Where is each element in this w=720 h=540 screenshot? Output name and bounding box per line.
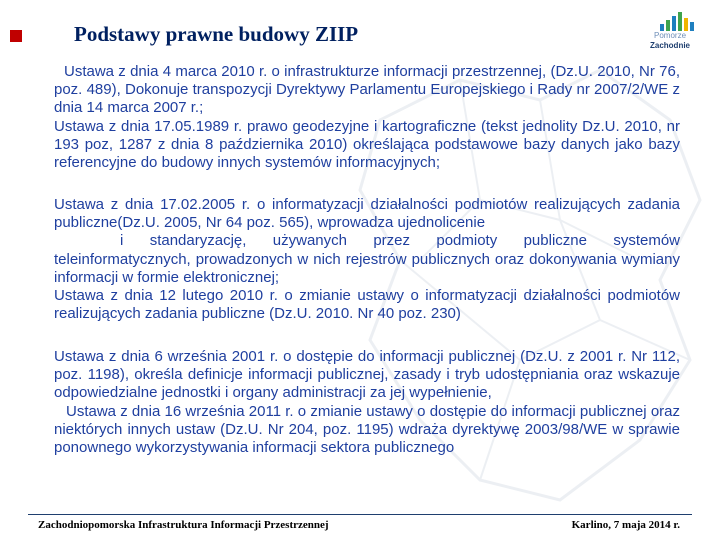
slide-title: Podstawy prawne budowy ZIIP	[74, 22, 359, 46]
law-paragraph: Ustawa z dnia 17.02.2005 r. o informatyzacji działalności podmiotów realizujących zadania publiczne(Dz.U. 2005, Nr 64 poz. 565), wprowadza ujednolicenie	[54, 196, 680, 232]
paragraph-group-1	[54, 63, 680, 172]
law-paragraph: i standaryzację, używanych przez podmioty publiczne systemów teleinformatycznych, prowadzonych w nich rejestrów publicznych oraz dokonywania wymiany informacji w formie elektronicznej;	[54, 232, 680, 286]
logo-text-line1: Pomorze	[654, 31, 687, 40]
law-paragraph: Ustawa z dnia 12 lutego 2010 r. o zmianie ustawy o informatyzacji działalności podmiotów realizujących zadania publiczne (Dz.U. 2010. Nr 40 poz. 230)	[54, 287, 680, 323]
title-bullet	[10, 30, 22, 42]
footer-divider	[28, 514, 692, 515]
logo-text-line2: Zachodnie	[650, 41, 691, 50]
footer-date: Karlino, 7 maja 2014 r.	[571, 519, 680, 531]
pomorze-zachodnie-logo	[646, 10, 712, 56]
logo-bars-icon	[658, 10, 698, 32]
law-paragraph: Ustawa z dnia 17.05.1989 r. prawo geodezyjne i kartograficzne (tekst jednolity Dz.U. 2010, nr 193 poz, 1287 z dnia 8 października 2010) określająca podstawowe bazy danych jako bazy referencyjne do budowy innych systemów informacyjnych;	[54, 117, 680, 172]
law-paragraph: Ustawa z dnia 6 września 2001 r. o dostępie do informacji publicznej (Dz.U. z 2001 r. Nr 112, poz. 1198), określa definicje informacji publicznej, zasady i tryb udostępniania oraz wskazuje odpowiedzialne jednostki i organy administracji za jej wypełnienie,	[54, 348, 680, 402]
law-paragraph: Ustawa z dnia 16 września 2011 r. o zmianie ustawy o dostępie do informacji publicznej oraz niektórych innych ustaw (Dz.U. Nr 204, poz. 1195) wdraża dyrektywę 2003/98/WE w sprawie ponownego wykorzystywania informacji sektora publicznego	[54, 402, 680, 457]
footer-organization: Zachodniopomorska Infrastruktura Informacji Przestrzennej	[38, 519, 329, 531]
law-paragraph: Ustawa z dnia 4 marca 2010 r. o infrastrukturze informacji przestrzennej, (Dz.U. 2010, Nr 76, poz. 489), Dokonuje transpozycji Dyrektywy Parlamentu Europejskiego i Rady nr 2007/2/WE z dnia 14 marca 2007 r.;	[54, 63, 680, 117]
paragraph-group-3	[54, 348, 680, 457]
paragraph-group-2	[54, 196, 680, 323]
